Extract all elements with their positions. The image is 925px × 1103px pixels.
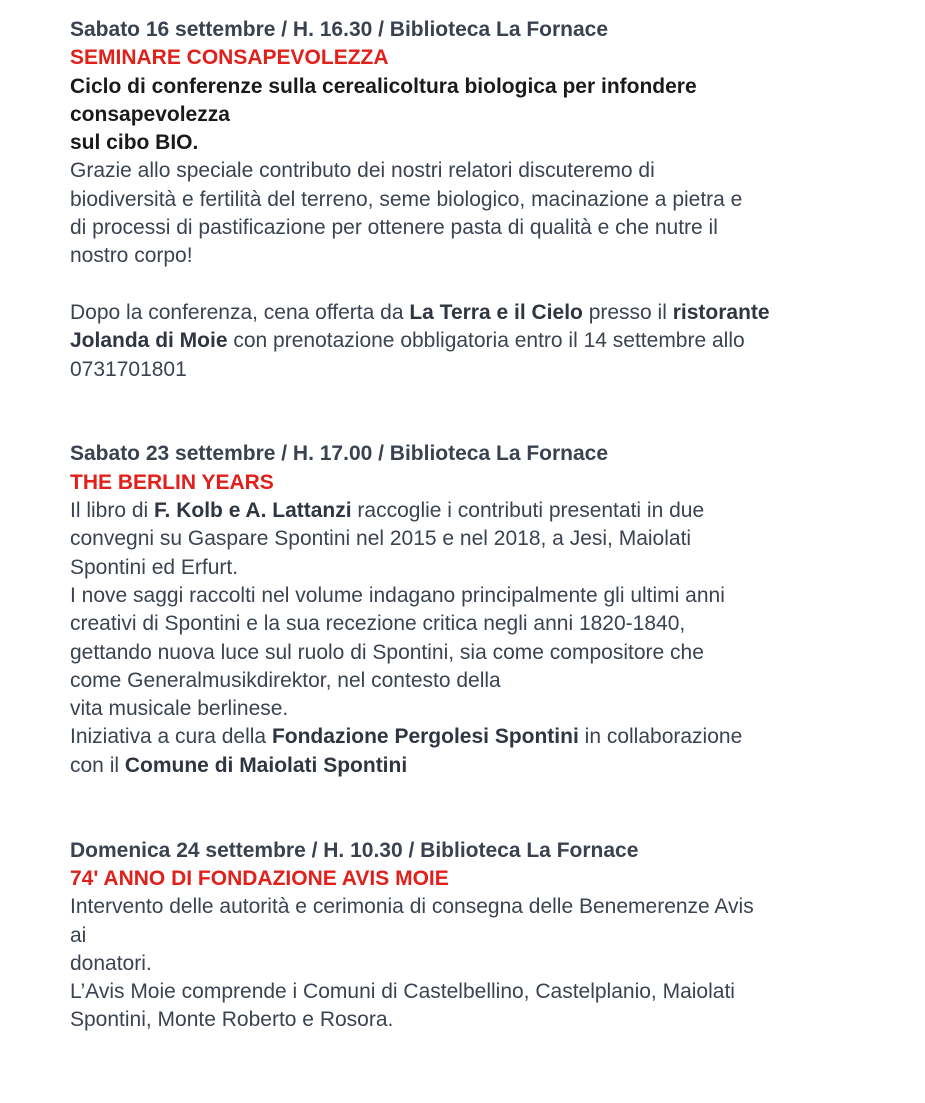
dinner-text: presso il bbox=[582, 300, 673, 324]
phone-number: 0731701801 bbox=[70, 357, 187, 381]
dinner-line bbox=[70, 299, 870, 327]
partner-name: Comune di Maiolati Spontini bbox=[124, 753, 408, 777]
dinner-text: con prenotazione obbligatoria entro il 14 settembre allo bbox=[227, 329, 745, 353]
event-list bbox=[70, 16, 870, 1035]
event-body-line: nostro corpo! bbox=[70, 244, 193, 268]
event-body-line: I nove saggi raccolti nel volume indagano principalmente gli ultimi anni bbox=[70, 583, 725, 607]
authors: F. Kolb e A. Lattanzi bbox=[154, 499, 352, 523]
event-header: Domenica 24 settembre / H. 10.30 / Biblioteca La Fornace bbox=[70, 838, 639, 862]
dinner-text: Dopo la conferenza, cena offerta da bbox=[70, 300, 410, 324]
event-avis-moie bbox=[70, 837, 870, 1035]
body-text: in collaborazione bbox=[578, 725, 743, 749]
event-header: Sabato 16 settembre / H. 16.30 / Biblioteca La Fornace bbox=[70, 18, 609, 41]
event-subtitle-line: Ciclo di conferenze sulla cerealicoltura biologica per infondere bbox=[70, 74, 697, 98]
event-body-line: Spontini ed Erfurt. bbox=[70, 555, 239, 579]
event-body-line: Intervento delle autorità e cerimonia di consegna delle Benemerenze Avis bbox=[70, 895, 754, 919]
sponsor-name: La Terra e il Cielo bbox=[409, 300, 583, 324]
restaurant-label: ristorante bbox=[672, 300, 770, 324]
event-body-line: convegni su Gaspare Spontini nel 2015 e nel 2018, a Jesi, Maiolati bbox=[70, 527, 692, 551]
event-body-line bbox=[70, 497, 870, 525]
event-body-line: L’Avis Moie comprende i Comuni di Castelbellino, Castelplanio, Maiolati bbox=[70, 980, 735, 1004]
organizer-name: Fondazione Pergolesi Spontini bbox=[271, 725, 579, 749]
event-subtitle-line: sul cibo BIO. bbox=[70, 131, 199, 155]
event-body-line bbox=[70, 752, 870, 780]
event-title: THE BERLIN YEARS bbox=[70, 470, 274, 494]
event-body-line: vita musicale berlinese. bbox=[70, 697, 289, 721]
event-title: 74' ANNO DI FONDAZIONE AVIS MOIE bbox=[70, 866, 449, 890]
event-body-line: ai bbox=[70, 923, 87, 947]
restaurant-name: Jolanda di Moie bbox=[70, 329, 228, 353]
event-seminare-consapevolezza bbox=[70, 16, 870, 384]
event-body-line: come Generalmusikdirektor, nel contesto della bbox=[70, 668, 501, 692]
body-text: con il bbox=[70, 753, 125, 777]
body-text: Iniziativa a cura della bbox=[70, 725, 272, 749]
event-header: Sabato 23 settembre / H. 17.00 / Biblioteca La Fornace bbox=[70, 442, 609, 466]
event-body-line: creativi di Spontini e la sua recezione critica negli anni 1820-1840, bbox=[70, 612, 686, 636]
event-body-line: biodiversità e fertilità del terreno, seme biologico, macinazione a pietra e bbox=[70, 187, 743, 211]
event-berlin-years bbox=[70, 440, 870, 780]
event-body-line: donatori. bbox=[70, 951, 152, 975]
event-body-line: gettando nuova luce sul ruolo di Spontini, sia come compositore che bbox=[70, 640, 704, 664]
dinner-line bbox=[70, 327, 870, 355]
event-body-line: di processi di pastificazione per ottenere pasta di qualità e che nutre il bbox=[70, 216, 718, 240]
body-text: raccoglie i contributi presentati in due bbox=[351, 499, 705, 523]
event-body-line: Grazie allo speciale contributo dei nostri relatori discuteremo di bbox=[70, 159, 655, 183]
body-text: Il libro di bbox=[70, 499, 155, 523]
event-body-line bbox=[70, 723, 870, 751]
event-subtitle-line: consapevolezza bbox=[70, 102, 230, 126]
event-body-line: Spontini, Monte Roberto e Rosora. bbox=[70, 1008, 394, 1032]
event-title: SEMINARE CONSAPEVOLEZZA bbox=[70, 46, 389, 70]
